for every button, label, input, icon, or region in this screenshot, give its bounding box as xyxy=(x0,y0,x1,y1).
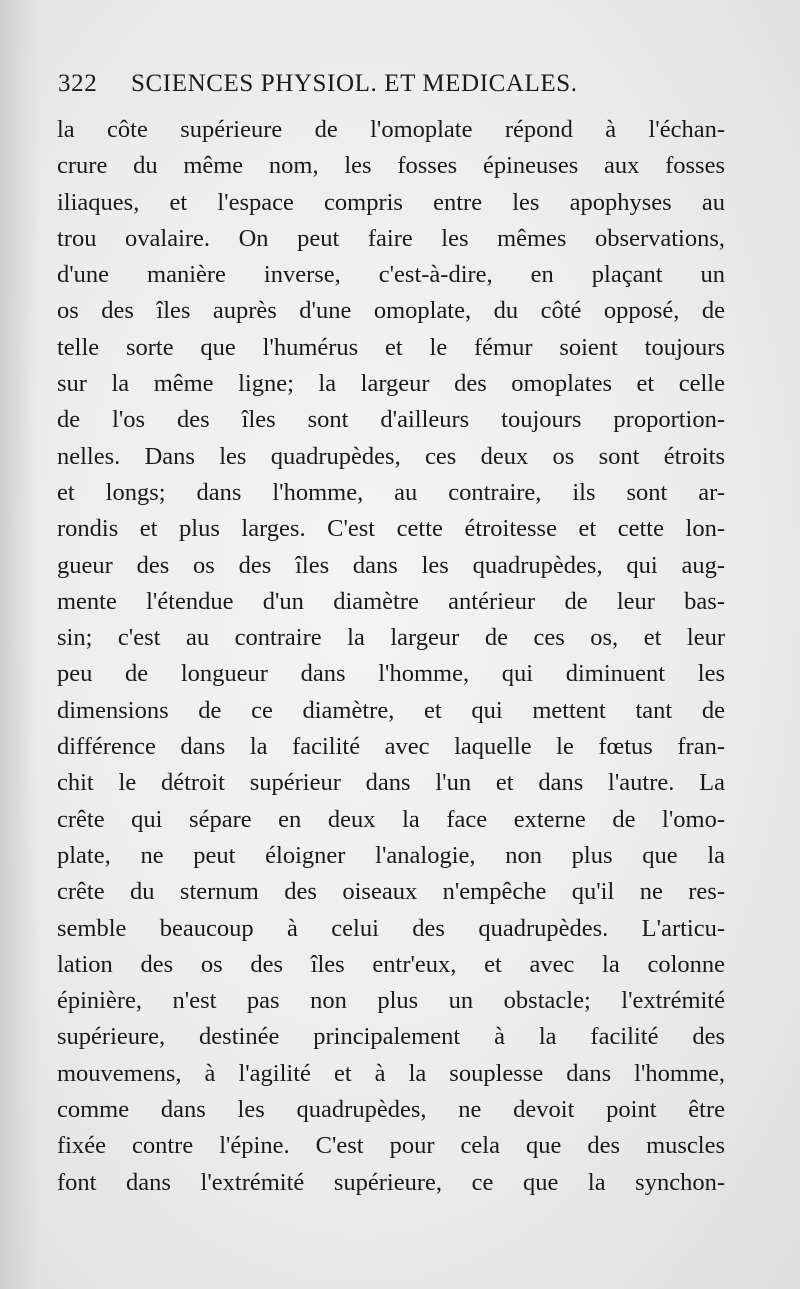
text-line: lation des os des îles entr'eux, et avec la colonne xyxy=(57,950,725,978)
running-head-title: SCIENCES PHYSIOL. ET MEDICALES. xyxy=(131,70,578,97)
text-line: iliaques, et l'espace compris entre les apophyses au xyxy=(57,188,725,216)
text-line: sin; c'est au contraire la largeur de ces os, et leur xyxy=(57,624,725,652)
text-line: comme dans les quadrupèdes, ne devoit point être xyxy=(57,1096,725,1124)
text-line: mente l'étendue d'un diamètre antérieur de leur bas- xyxy=(57,587,725,615)
page-number: 322 xyxy=(58,70,98,97)
text-line: mouvemens, à l'agilité et à la souplesse dans l'homme, xyxy=(57,1059,725,1087)
text-line: fixée contre l'épine. C'est pour cela que des muscles xyxy=(57,1132,725,1160)
text-line: telle sorte que l'humérus et le fémur soient toujours xyxy=(57,333,725,361)
text-line: d'une manière inverse, c'est-à-dire, en plaçant un xyxy=(57,261,725,289)
text-line: rondis et plus larges. C'est cette étroitesse et cette lon- xyxy=(57,515,725,543)
text-line: épinière, n'est pas non plus un obstacle; l'extrémité xyxy=(57,987,725,1015)
text-line: peu de longueur dans l'homme, qui diminuent les xyxy=(57,660,725,688)
running-head xyxy=(58,70,698,110)
text-line: semble beaucoup à celui des quadrupèdes. L'articu- xyxy=(57,914,725,942)
text-line: trou ovalaire. On peut faire les mêmes observations, xyxy=(57,224,725,252)
text-line: crête qui sépare en deux la face externe de l'omo- xyxy=(57,805,725,833)
text-line: crête du sternum des oiseaux n'empêche qu'il ne res- xyxy=(57,878,725,906)
text-line: crure du même nom, les fosses épineuses aux fosses xyxy=(57,152,725,180)
text-line: gueur des os des îles dans les quadrupèdes, qui aug- xyxy=(57,551,725,579)
text-line: os des îles auprès d'une omoplate, du côté opposé, de xyxy=(57,297,725,325)
page-gutter-shadow xyxy=(0,0,40,1289)
text-line: sur la même ligne; la largeur des omoplates et celle xyxy=(57,370,725,398)
text-line: la côte supérieure de l'omoplate répond à l'échan- xyxy=(57,116,725,143)
text-line: supérieure, destinée principalement à la facilité des xyxy=(57,1023,725,1051)
text-line: plate, ne peut éloigner l'analogie, non plus que la xyxy=(57,841,725,869)
text-line: dimensions de ce diamètre, et qui mettent tant de xyxy=(57,696,725,724)
text-line: de l'os des îles sont d'ailleurs toujours proportion- xyxy=(57,406,725,434)
text-line: différence dans la facilité avec laquelle le fœtus fran- xyxy=(57,733,725,761)
text-line: nelles. Dans les quadrupèdes, ces deux os sont étroits xyxy=(57,442,725,470)
body-text xyxy=(57,112,725,1201)
text-line: et longs; dans l'homme, au contraire, ils sont ar- xyxy=(57,478,725,506)
text-line: chit le détroit supérieur dans l'un et dans l'autre. La xyxy=(57,769,725,797)
text-line: font dans l'extrémité supérieure, ce que la synchon- xyxy=(57,1168,725,1196)
